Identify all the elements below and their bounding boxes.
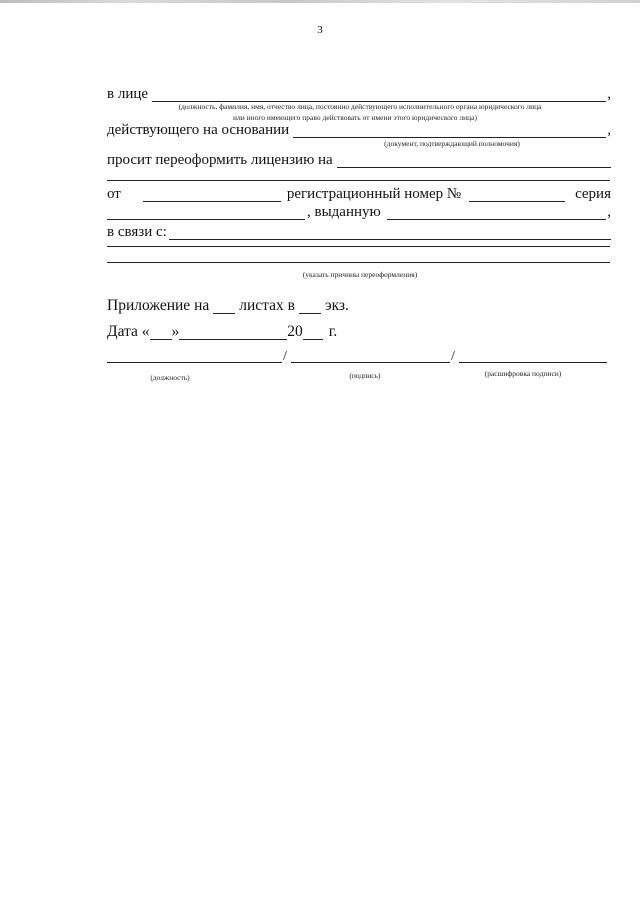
hint-position: (должность) xyxy=(150,373,190,382)
hint-osnovanie: (документ, подтверждающий полномочия) xyxy=(384,139,520,148)
label-prosit: просит переоформить лицензию на xyxy=(107,152,333,168)
label-data: Дата « xyxy=(107,323,150,340)
signature-slash-1: / xyxy=(283,349,287,364)
field-reg-number[interactable] xyxy=(469,186,565,202)
row-v-svyazi xyxy=(107,224,611,240)
label-prilozhenie: Приложение на xyxy=(107,297,210,314)
signature-slash-2: / xyxy=(451,349,455,364)
label-sheets: листах в xyxy=(239,297,295,314)
field-signature[interactable] xyxy=(291,362,450,363)
field-day[interactable] xyxy=(150,325,172,340)
hint-v-litse-1: (должность, фамилия, имя, отчество лица, постоянно действующего исполнительного органа юридического лица xyxy=(178,102,542,111)
field-year[interactable] xyxy=(303,325,323,340)
field-v-litse[interactable] xyxy=(152,86,606,102)
field-signature-decoding[interactable] xyxy=(459,362,607,363)
field-sheets-count[interactable] xyxy=(213,299,235,314)
row-vydannuyu xyxy=(107,204,611,220)
hint-signature: (подпись) xyxy=(349,371,381,380)
field-license-on[interactable] xyxy=(337,152,611,168)
hint-reasons: (указать причины переоформления) xyxy=(302,270,418,279)
field-license-continuation[interactable] xyxy=(107,180,610,181)
label-year-prefix: 20 xyxy=(287,323,303,340)
field-reason-3[interactable] xyxy=(107,262,610,263)
field-month[interactable] xyxy=(179,325,287,340)
label-copies: экз. xyxy=(324,297,349,314)
row-ot xyxy=(107,186,611,202)
page-number: 3 xyxy=(317,24,323,36)
label-v-litse: в лице xyxy=(107,86,149,102)
label-year-suffix: г. xyxy=(328,323,338,340)
row-prosit xyxy=(107,152,611,168)
hint-v-litse-2: или иного имеющего право действовать от имени этого юридического лица) xyxy=(232,113,477,122)
row-data xyxy=(107,324,611,340)
comma: , xyxy=(607,204,611,220)
label-vydannuyu: , выданную xyxy=(307,204,381,220)
label-seriya: серия xyxy=(575,186,611,202)
field-copies-count[interactable] xyxy=(299,299,321,314)
field-reason-1[interactable] xyxy=(169,224,611,240)
comma: , xyxy=(607,86,611,102)
close-quote: » xyxy=(171,323,180,340)
field-position[interactable] xyxy=(107,362,282,363)
label-v-svyazi: в связи с: xyxy=(107,224,167,240)
row-v-litse xyxy=(107,86,611,102)
row-prilozhenie xyxy=(107,298,611,314)
field-reason-2[interactable] xyxy=(107,246,610,247)
comma: , xyxy=(607,122,611,138)
field-vydannuyu[interactable] xyxy=(387,204,607,220)
label-ot: от xyxy=(107,186,121,202)
hint-signature-decoding: (расшифровка подписи) xyxy=(484,369,562,378)
label-reg-number: регистрационный номер № xyxy=(286,186,462,202)
field-osnovanie[interactable] xyxy=(293,122,606,138)
label-osnovanie: действующего на основании xyxy=(107,122,290,138)
scan-edge-artifact xyxy=(0,0,640,3)
field-seriya-value[interactable] xyxy=(107,204,305,220)
row-osnovanie xyxy=(107,122,611,138)
field-ot[interactable] xyxy=(143,186,281,202)
